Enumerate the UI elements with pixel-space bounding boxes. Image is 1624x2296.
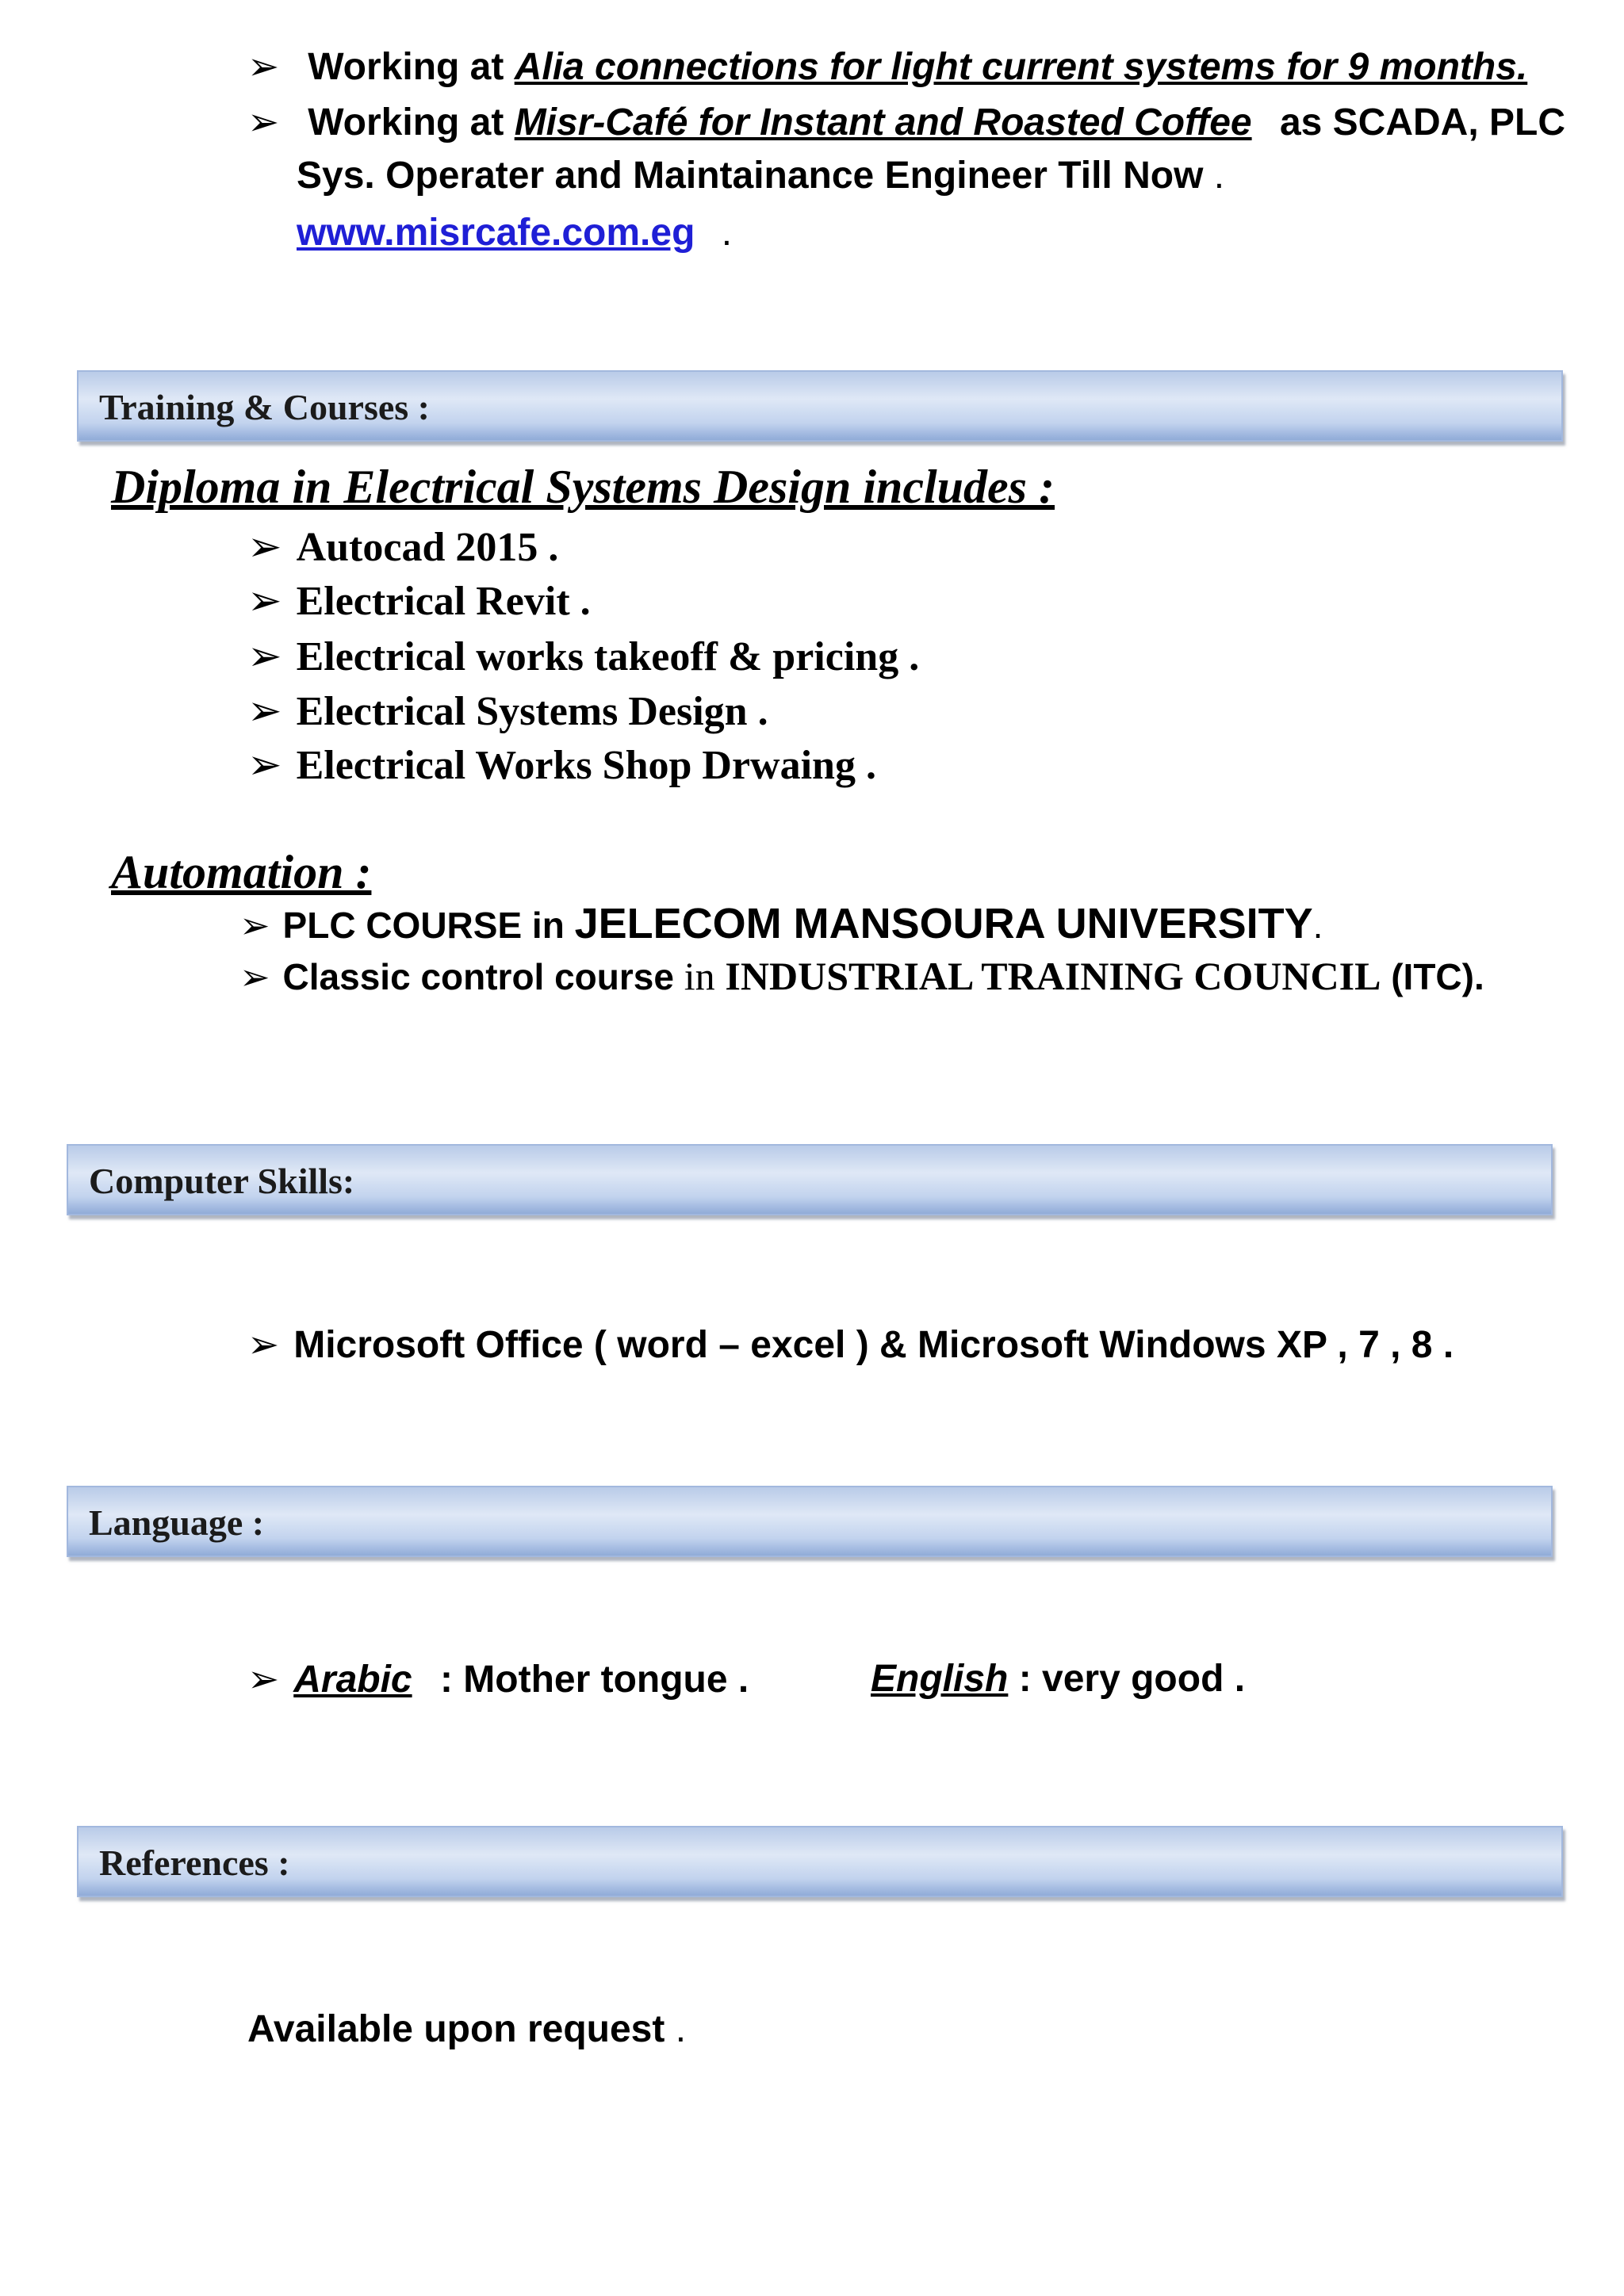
language-item-english: English : very good . — [871, 1658, 1246, 1700]
diploma-heading: Diploma in Electrical Systems Design includes : — [111, 461, 1055, 513]
references-text: Available upon request . — [247, 2008, 687, 2050]
company-website: www.misrcafe.com.eg . — [297, 212, 733, 254]
language-english: English — [871, 1658, 1009, 1700]
bullet-arrow-icon: ➢ — [247, 44, 280, 89]
language-arabic: Arabic — [293, 1659, 412, 1701]
course-item: ➢ Electrical works takeoff & pricing . — [247, 633, 920, 680]
section-title: Training & Courses : — [99, 387, 430, 427]
course-item: ➢ Electrical Revit . — [247, 577, 591, 625]
bullet-arrow-icon: ➢ — [247, 1657, 280, 1701]
experience-item-alia: ➢ Working at Alia connections for light current systems for 9 months. — [247, 44, 1528, 89]
section-title: References : — [99, 1843, 290, 1883]
bullet-arrow-icon: ➢ — [247, 633, 282, 680]
language-item: ➢ Arabic : Mother tongue . — [247, 1657, 749, 1701]
bullet-arrow-icon: ➢ — [247, 100, 280, 144]
section-title: Computer Skills: — [89, 1161, 355, 1201]
bullet-arrow-icon: ➢ — [239, 904, 270, 947]
bullet-arrow-icon: ➢ — [247, 687, 282, 735]
course-item: ➢ Electrical Systems Design . — [247, 687, 768, 735]
automation-heading: Automation : — [111, 846, 372, 898]
section-title: Language : — [89, 1502, 265, 1543]
section-header-training — [77, 370, 1563, 442]
experience-item-misrcafe-line2: Sys. Operater and Maintainance Engineer Till Now . — [297, 155, 1225, 197]
course-item: ➢ Electrical Works Shop Drwaing . — [247, 741, 876, 789]
bullet-arrow-icon: ➢ — [247, 1322, 280, 1367]
course-item: ➢ Autocad 2015 . — [247, 523, 559, 571]
misrcafe-link[interactable]: www.misrcafe.com.eg — [297, 212, 695, 254]
bullet-arrow-icon: ➢ — [239, 955, 270, 998]
automation-item-itc: ➢ Classic control course in INDUSTRIAL TRAINING COUNCIL (ITC). — [239, 954, 1484, 998]
bullet-arrow-icon: ➢ — [247, 741, 282, 789]
bullet-arrow-icon: ➢ — [247, 523, 282, 571]
company-alia: Alia connections for light current systems for 9 months. — [514, 46, 1528, 88]
automation-item-plc: ➢ PLC COURSE in JELECOM MANSOURA UNIVERSITY. — [239, 900, 1323, 947]
section-header-references — [77, 1826, 1563, 1897]
experience-item-misrcafe: ➢ Working at Misr-Café for Instant and Roasted Coffee as SCADA, PLC — [247, 100, 1566, 144]
section-header-language — [67, 1486, 1553, 1557]
section-header-computer-skills — [67, 1144, 1553, 1215]
computer-skill-item: ➢ Microsoft Office ( word – excel ) & Microsoft Windows XP , 7 , 8 . — [247, 1322, 1454, 1367]
bullet-arrow-icon: ➢ — [247, 577, 282, 625]
company-misrcafe: Misr-Café for Instant and Roasted Coffee — [514, 101, 1252, 144]
